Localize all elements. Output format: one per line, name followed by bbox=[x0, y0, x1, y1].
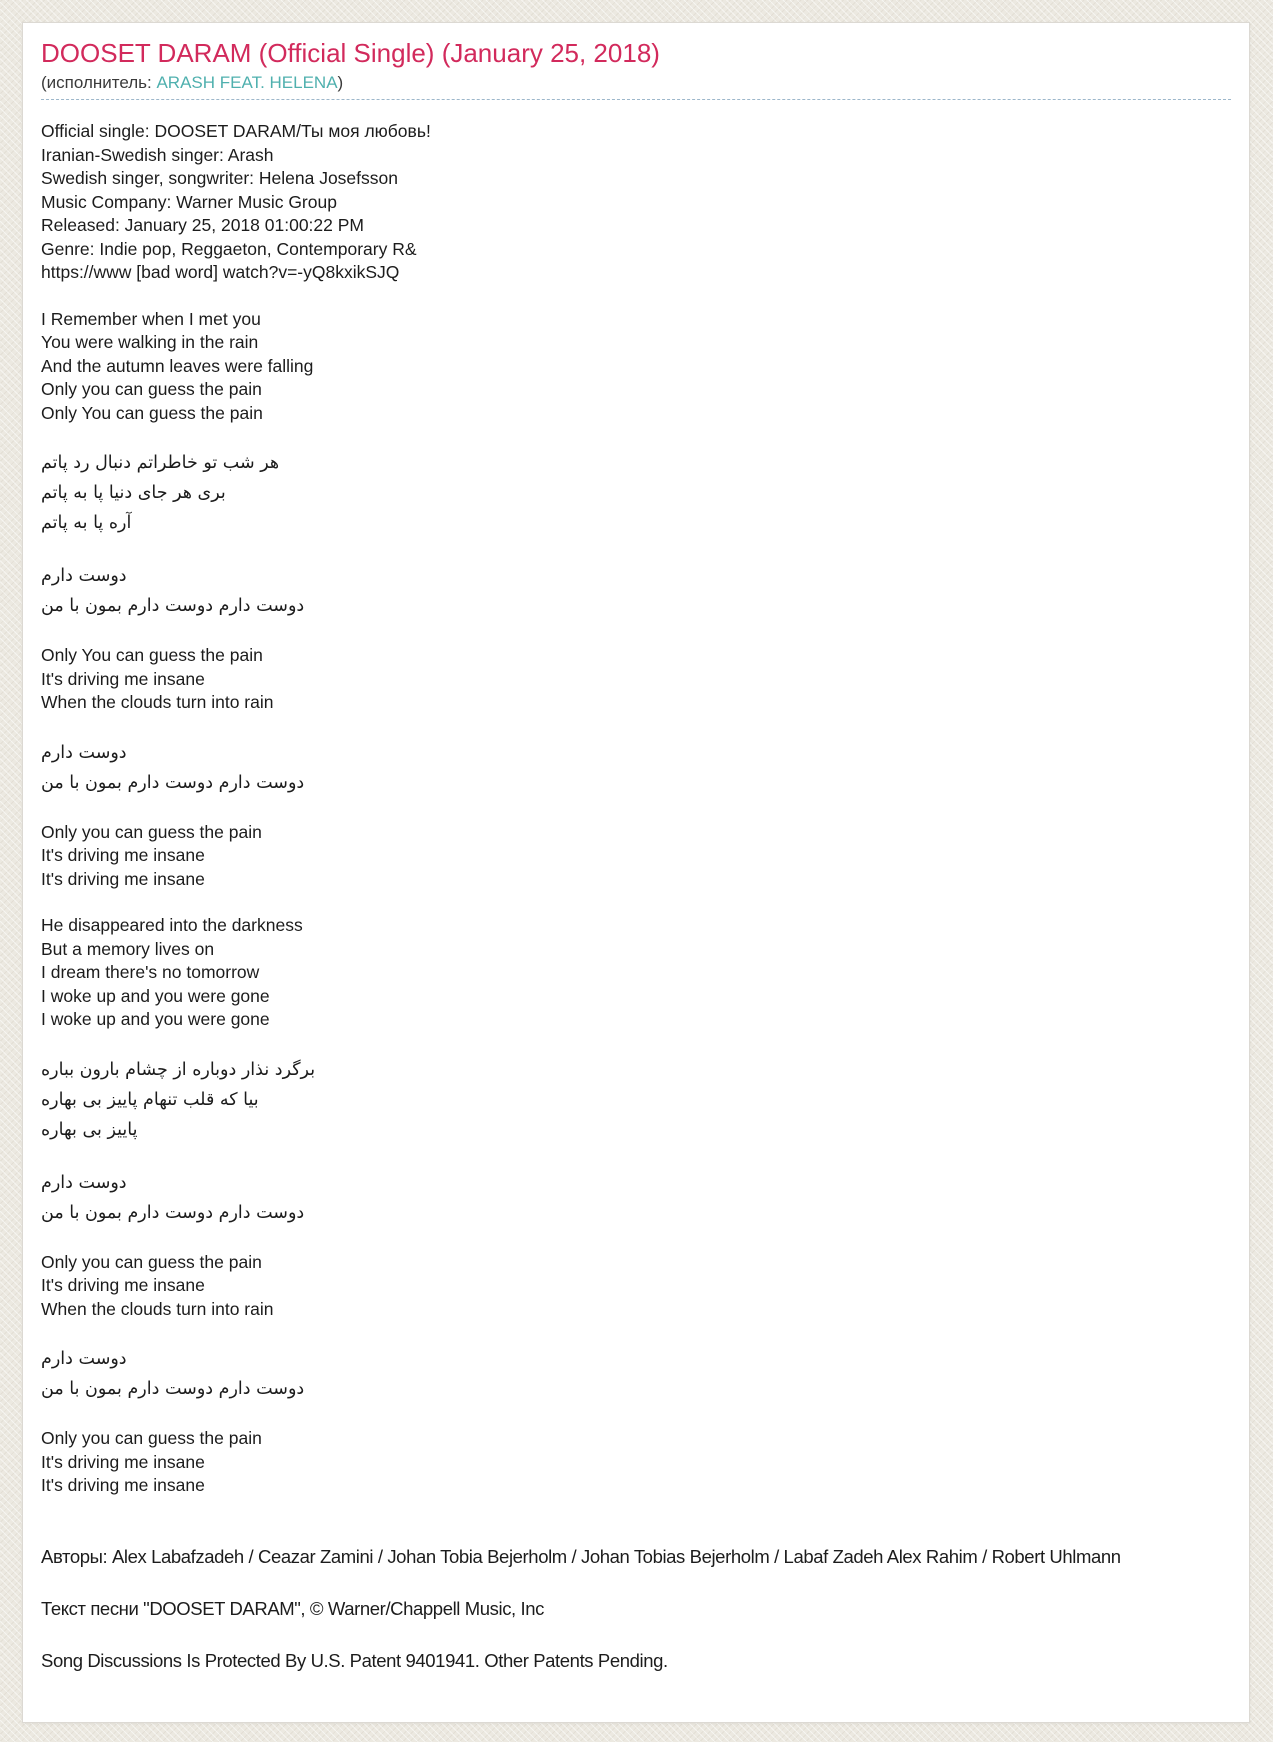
footer bbox=[41, 1545, 1231, 1673]
performer-line bbox=[41, 71, 1231, 94]
lyric-line: Swedish singer, songwriter: Helena Josefsson bbox=[41, 168, 398, 188]
stanza bbox=[41, 821, 1231, 892]
lyric-line: بيا كه قلب تنهام پاييز بى بهاره bbox=[41, 1089, 259, 1110]
lyric-line: Only you can guess the pain bbox=[41, 1251, 262, 1272]
lyric-line: When the clouds turn into rain bbox=[41, 1298, 274, 1319]
lyric-line: It's driving me insane bbox=[41, 845, 205, 865]
stanza bbox=[41, 738, 1231, 798]
stanza bbox=[41, 448, 1231, 538]
lyric-line: Official single: DOOSET DARAM/Ты моя любовь! bbox=[41, 121, 431, 141]
stanza bbox=[41, 914, 1231, 1032]
stanza bbox=[41, 1427, 1231, 1498]
lyric-line: It's driving me insane bbox=[41, 868, 205, 889]
lyric-line: دوست دارم دوست دارم بمون با من bbox=[41, 1202, 305, 1223]
lyric-line: And the autumn leaves were falling bbox=[41, 355, 314, 376]
page-title: DOOSET DARAM (Official Single) (January 25, 2018) bbox=[41, 38, 660, 68]
lyric-line: He disappeared into the darkness bbox=[41, 915, 303, 935]
lyric-line: When the clouds turn into rain bbox=[41, 692, 274, 712]
lyric-line: دوست دارم bbox=[41, 1172, 127, 1193]
lyric-line: It's driving me insane bbox=[41, 1475, 205, 1495]
lyric-line: دوست دارم bbox=[41, 566, 127, 586]
lyric-line: I Remember when I met you bbox=[41, 308, 261, 329]
lyric-line: برى هر جاى دنيا پا به پاتم bbox=[41, 483, 226, 503]
lyric-line: I woke up and you were gone bbox=[41, 985, 270, 1006]
lyric-line: دوست دارم bbox=[41, 1349, 127, 1369]
stanza bbox=[41, 1168, 1231, 1228]
lyric-line: Genre: Indie pop, Reggaeton, Contemporary R& bbox=[41, 238, 417, 259]
lyric-line: But a memory lives on bbox=[41, 938, 215, 959]
lyric-line: I woke up and you were gone bbox=[41, 1009, 270, 1029]
dotted-separator bbox=[41, 99, 1231, 100]
lyric-line: دوست دارم دوست دارم بمون با من bbox=[41, 772, 305, 793]
lyric-line: دوست دارم bbox=[41, 742, 127, 763]
lyric-line: Only you can guess the pain bbox=[41, 821, 262, 842]
lyric-line: Only you can guess the pain bbox=[41, 379, 262, 399]
lyric-line: هر شب تو خاطراتم دنبال رد پاتم bbox=[41, 453, 280, 473]
lyric-line: برگرد نذار دوباره از چشام بارون بباره bbox=[41, 1059, 316, 1080]
lyric-line: Released: January 25, 2018 01:00:22 PM bbox=[41, 215, 364, 235]
lyric-line: آره پا به پاتم bbox=[41, 513, 132, 533]
lyric-line: I dream there's no tomorrow bbox=[41, 962, 260, 982]
stanza bbox=[41, 1344, 1231, 1404]
lyric-line: Only you can guess the pain bbox=[41, 1428, 262, 1448]
stanza bbox=[41, 1055, 1231, 1145]
stanza bbox=[41, 644, 1231, 715]
lyric-line: پاييز بى بهاره bbox=[41, 1119, 138, 1140]
lyric-line: It's driving me insane bbox=[41, 1275, 205, 1295]
lyric-line: https://www [bad word] watch?v=-yQ8kxikSJQ bbox=[41, 262, 400, 282]
lyric-line: Iranian-Swedish singer: Arash bbox=[41, 144, 274, 165]
lyric-line: دوست دارم دوست دارم بمون با من bbox=[41, 596, 305, 616]
performer-close-paren: ) bbox=[337, 73, 344, 92]
stanza bbox=[41, 1251, 1231, 1322]
lyric-line: It's driving me insane bbox=[41, 668, 205, 689]
lyric-line: Music Company: Warner Music Group bbox=[41, 191, 337, 212]
performer-label: (исполнитель: bbox=[41, 73, 157, 92]
copyright-line: Текст песни "DOOSET DARAM", © Warner/Chappell Music, Inc bbox=[41, 1597, 545, 1619]
lyric-line: It's driving me insane bbox=[41, 1451, 205, 1472]
authors-line: Авторы: Alex Labafzadeh / Ceazar Zamini / Johan Tobia Bejerholm / Johan Tobias Bejerholm / Labaf Zadeh Alex Rahim / Robert Uhlmann bbox=[41, 1545, 1121, 1567]
artist-link[interactable]: ARASH FEAT. HELENA bbox=[156, 73, 338, 92]
stanza bbox=[41, 308, 1231, 426]
lyric-line: You were walking in the rain bbox=[41, 332, 259, 352]
lyric-line: Only You can guess the pain bbox=[41, 402, 263, 423]
stanza bbox=[41, 120, 1231, 285]
lyric-line: دوست دارم دوست دارم بمون با من bbox=[41, 1379, 305, 1399]
lyrics-text bbox=[41, 120, 1231, 1498]
patent-line: Song Discussions Is Protected By U.S. Patent 9401941. Other Patents Pending. bbox=[41, 1649, 668, 1671]
stanza bbox=[41, 561, 1231, 621]
lyrics-card bbox=[22, 22, 1250, 1723]
lyric-line: Only You can guess the pain bbox=[41, 645, 263, 665]
